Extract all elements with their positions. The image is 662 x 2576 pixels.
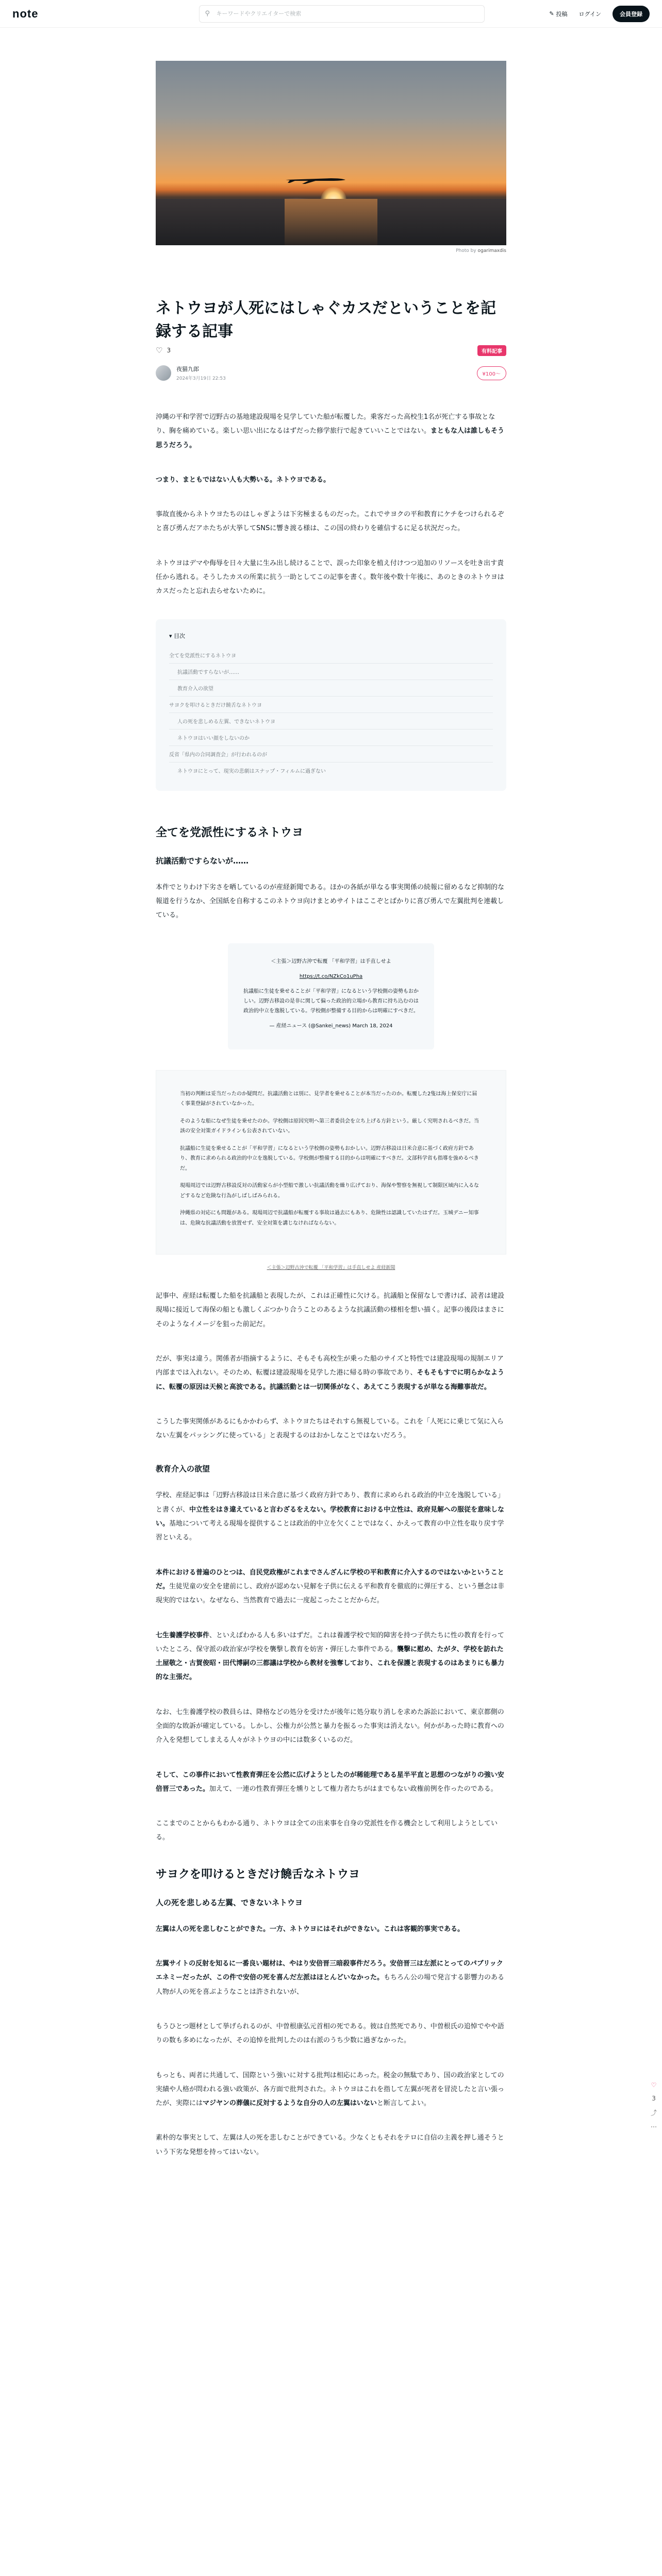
quote-paragraph: そのような船になぜ生徒を乗せたのか。学校側は原因究明へ第三者委員会を立ち上げる方針という。厳しく究明されるべきだ。当該の安全対策ガイドラインも公表されていない。 [180,1118,479,1134]
subsection-heading: 教育介入の欲望 [156,1464,210,1474]
paragraph: もっとも、両者に共通して、国際という強いに対する批判は相応にあった。税金の無駄であり、国の政治家としての実績や人格が問われる強い政策が、各方面で批判された。ネトウヨはこれを指して左翼が死者を冒涜したと言い張ったが、実際にはマジヤンの葬儀に反対するような自分の人の左翼はいないと断言してよい。 [156,2071,505,2108]
author-info [176,365,226,381]
login-button[interactable]: ログイン [578,10,601,18]
price-button[interactable]: ¥100〜 [477,366,506,380]
photo-credit-prefix: Photo by [456,248,478,253]
paragraph: もうひとつ題材として挙げられるのが、中曽根康弘元首相の死である。彼は自然死であり、中曽根氏の追悼でやや語りの数も多めになったが、その追悼を批判したのは右派のうち少数に過ぎなかった。 [156,2022,504,2045]
paragraph: 学校、産経記事は「辺野古移設は日米合意に基づく政府方針であり、教育に求められる政治的中立を逸脱している」と書くが、中立性をはき違えていると言わざるをえない。学校教育における中立性は、政府見解への服従を意味しない。基地について考える現場を提供することは政治的中立を欠くことではなく、かえって教育の中立性を取り戻す学習といえる。 [156,1492,505,1542]
photo-credit [156,248,506,256]
tweet-link[interactable]: https://t.co/NZkCo1uPha [299,973,363,979]
paragraph: 事故直後からネトウヨたちのはしゃぎようは下劣極まるものだった。これでサヨクの平和教育にケチをつけられるぞと喜び勇んだアホたちが大挙してSNSに響き渡る様は、この国の終わりを確信するに足る状況だった。 [156,511,504,533]
post-label: 投稿 [556,10,568,18]
airplane-silhouette [285,174,346,184]
like-count-floating: 3 [652,2095,656,2102]
paragraph: 左翼は人の死を悲しむことができた。一方、ネトウヨにはそれができない。これは客観的事実である。 [156,1925,465,1933]
tweet-body: 抗議船に生徒を乗せることが「平和学習」になるという学校側の姿勢もおかしい。辺野古移設の是非に関して偏った政治的立場から教育に持ち込むのは政治的中立を逸脱している。学校側が整備する目的からは明確にすべきだ。 [243,988,419,1014]
publish-date: 2024年3月19日 22:53 [176,376,226,381]
quote-paragraph: 沖縄県の対応にも問題がある。現場周辺で抗議船が転覆する事故は過去にもあり、危険性は認識していたはずだ。玉城デニー知事は、危険な抗議活動を放置せず、安全対策を講じなければならない。 [180,1210,479,1226]
toc-item[interactable]: 全てを党派性にするネトウヨ [169,647,493,664]
table-of-contents [156,619,506,791]
subsection-heading: 抗議活動ですらないが…… [156,856,249,866]
search-box[interactable] [199,5,485,23]
paragraph: だが、事実は違う。関係者が指摘するように、そもそも高校生が乗った船のサイズと特性では建設現場の規制エリア内部までは入れない。そのため、転覆は建設現場を見学した港に帰る時の事故であり、そもそもすでに明らかなように、転覆の原因は天候と高波である。抗議活動とは一切関係がなく、あえてこう表現するが単なる海難事故だ。 [156,1354,504,1391]
section-heading: 全てを党派性にするネトウヨ [156,826,304,839]
site-header [0,0,662,28]
toc-item[interactable]: サヨクを叩けるときだけ饒舌なネトウヨ [169,697,493,713]
quote-paragraph: 当初の判断は妥当だったのか疑問だ。抗議活動とは別に、見学者を乗せることが本当だったのか。転覆した2隻は海上保安庁に届く事業登録がされていなかった。 [180,1091,477,1107]
paragraph: こうした事実関係があるにもかかわらず、ネトウヨたちはそれすら無視している。これを「人死にに乗じて気に入らない左翼をパッシングに使っている」と表現するのはおかしなことではないだろう。 [156,1417,504,1440]
article-body [156,410,506,2159]
like-count: 3 [167,347,171,354]
article-meta [156,345,506,355]
more-icon[interactable]: ⋯ [651,2123,657,2130]
avatar[interactable] [156,365,171,381]
quote-paragraph: 抗議船に生徒を乗せることが「平和学習」になるという学校側の姿勢もおかしい。辺野古移設は日米合意に基づく政府方針であり、教育に求められる政治的中立を逸脱している。学校側が整備する目的からは明確にすべきだ。文部科学省も指導を強めるべきだ。 [180,1145,479,1172]
pencil-icon: ✎ [549,10,554,17]
paragraph: なお、七生養護学校の教員らは、降格などの処分を受けたが後年に処分取り消しを求めた訴訟において、東京都側の全面的な敗訴が確定している。しかし、公権力が公然と暴力を振るった事実は消えない。何かがあった時に教育への介入を発想してしまえる人々がネトウヨの中には数多くいるのだ。 [156,1708,504,1744]
toc-item[interactable]: 反省「県内の合同調査会」が行われるのが [169,746,493,762]
toc-item[interactable]: ネトウヨにとって、現実の悲劇はスナップ・フィルムに過ぎない [177,768,326,774]
section-heading: サヨクを叩けるときだけ饒舌なネトウヨ [156,1868,360,1881]
subsection-heading: 人の死を悲しめる左翼、できないネトウヨ [156,1897,303,1907]
author-row [156,365,506,381]
article [156,61,506,2159]
toc-heading[interactable]: ▾ 目次 [169,632,186,639]
post-button[interactable] [549,10,567,18]
quote-source-link[interactable]: ＜主張＞辺野古沖で転覆 「平和学習」は手直しせよ 産経新聞 [267,1265,395,1271]
search-icon: ⚲ [205,9,210,18]
paid-badge: 有料記事 [477,345,506,356]
paragraph: 七生養護学校事件、といえばわかる人も多いはずだ。これは養護学校で知的障害を持つ子供たちに性の教育を行っていたところ、保守派の政治家が学校を襲撃し教育を妨害・弾圧した事件である。襲撃に慰め、たがタ、学校を訪れた土屋敬之・古賀俊昭・田代博嗣の三都議は学校から教材を強奪しており、これを保護と表現するのはあまりにも暴力的な主張だ。 [156,1631,505,1682]
toc-item[interactable]: 抗議活動ですらないが…… [169,664,493,680]
photo-credit-name[interactable]: ogarimaxdis [477,248,506,253]
heart-icon[interactable]: ♡ [651,2081,657,2089]
search-input[interactable] [216,10,464,17]
paragraph: 素朴的な事実として、左翼は人の死を悲しむことができている。少なくともそれをテロに自信の主義を押し通そうという下劣な発想を持ってはいない。 [156,2134,504,2156]
paragraph: 本件でとりわけ下劣さを晒しているのが産経新聞である。ほかの各紙が単なる事実関係の続報に留めるなど抑制的な報道を行うなか、全国紙を自称するこのネトウヨ向けまとめサイトはここぞとばかりに喜び勇んで左翼批判を連載している。 [156,883,505,920]
hero-image [156,61,506,245]
paragraph: ここまでのことからもわかる通り、ネトウヨは全ての出来事を自身の党派性を作る機会として利用しようとしている。 [156,1820,498,1842]
quote-block [156,1070,506,1255]
paragraph: 本件における普遍のひとつは、自民党政権がこれまでさんざんに学校の平和教育に介入するのではないかということだ。生徒児童の安全を建前にし、政府が認めない見解を子供に伝える平和教育を徹底的に弾圧する、という懸念は非現実的ではない。なぜなら、当然教育で過去に一度起こったことだからだ。 [156,1568,505,1605]
paragraph: つまり、まともではない人も大勢いる。ネトウヨである。 [156,476,330,484]
author-name[interactable]: 夜猫九郎 [176,366,199,372]
paragraph: ネトウヨはデマや侮辱を日々大量に生み出し続けることで、誤った印象を植え付けつつ追加のリソースを吐き出す責任から逃れる。そうしたカスの所業に抗う一助としてこの記事を書く。数年後や数十年後に、あのときのネトウヨはカスだったと忘れ去らせないために。 [156,559,504,596]
signup-button[interactable]: 会員登録 [613,6,650,22]
toc-item[interactable]: 教育介入の欲望 [169,680,493,697]
paragraph: 記事中、産経は転覆した船を抗議船と表現したが、これは正確性に欠ける。抗議船と保留なしで書けば、読者は建設現場に接近して海保の船とも激しくぶつかり合うことのあるような抗議活動の様相を想い描く。記事の後段はまさにそのようなイメージを狙った前記だ。 [156,1292,505,1328]
paragraph: 沖縄の平和学習で辺野古の基地建設現場を見学していた船が転覆した。乗客だった高校生1名が死亡する事故となり、胸を痛めている。楽しい思い出になるはずだった修学旅行で起きていいことではない。まともな人は誰しもそう思うだろう。 [156,413,505,449]
tweet-source[interactable]: — 産経ニュース (@Sankei_news) March 18, 2024 [269,1023,393,1029]
heart-icon[interactable]: ♡ [156,346,163,355]
sun-reflection [285,199,377,245]
toc-item[interactable]: 人の死を悲しめる左翼、できないネトウヨ [169,713,493,730]
toc-item[interactable]: ネトウヨはいい顔をしないのか [169,730,493,746]
header-actions [549,6,650,22]
embedded-tweet[interactable] [228,943,434,1049]
paragraph: そして、この事件において性教育弾圧を公然に広げようとしたのが稀能理である星半平直と思想のつながりの強い安倍晋三であった。加えて、一連の性教育弾圧を燻りとして権力者たちがはまでもない政権前例を作ったのである。 [156,1771,504,1793]
share-icon[interactable]: ⤴ [651,2109,657,2116]
tweet-title: ＜主張＞辺野古沖で転覆 「平和学習」は手直しせよ [271,958,391,964]
floating-actions [651,2081,657,2130]
quote-paragraph: 現場周辺では辺野古移設反対の活動家らが小型船で激しい抗議活動を繰り広げており、海保や警察を無視して制限区域内に入るなどするなど危険な行為がしばしばみられる。 [180,1183,479,1199]
article-title: ネトウヨが人死にはしゃぐカスだということを記録する記事 [156,299,496,341]
paragraph: 左翼サイトの反射を知るに一番良い題材は、やはり安倍晋三暗殺事件だろう。安倍晋三は左派にとってのパブリックエネミーだったが、この件で安倍の死を喜んだ左派はほとんどいなかった。もちろん公の場で発言する影響力のある人物が人の死を喜ぶようなことは許されないが、 [156,1960,505,1996]
note-logo[interactable]: note [12,7,39,20]
